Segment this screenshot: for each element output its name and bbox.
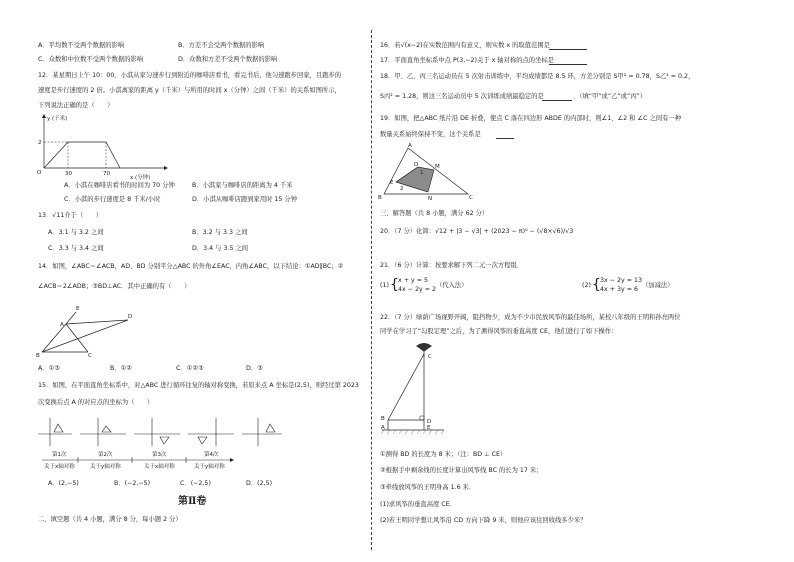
q19-answer-blank[interactable] — [496, 138, 514, 139]
q18-answer-blank[interactable] — [542, 100, 572, 101]
q15-frame-4 — [242, 418, 282, 446]
q19-line-2: 数量关系始终保持不变，这个关系是 — [380, 131, 481, 138]
q22-step-1: ①测得 BD 的长度为 8 米；（注：BD ⊥ CE） — [380, 451, 507, 458]
q19-label-d: D — [414, 162, 419, 168]
q12-option-d: D．小淇从咖啡店跑到家用时 15 分钟 — [192, 196, 298, 203]
q15-step-2-desc: 关于y轴对称 — [90, 464, 121, 470]
q22-step-3: ③牵线放风筝的王明身高 1.6 米． — [380, 484, 476, 491]
q15-step-2-label: 第2次 — [98, 452, 113, 458]
q16-answer-blank[interactable] — [549, 49, 587, 50]
q15-transform-strip — [38, 412, 284, 474]
section-2-heading: 二、填空题（共 4 小题，满分 8 分，每小题 2 分） — [38, 516, 182, 523]
q15-frame-0 — [38, 418, 72, 446]
q15-option-b: B．(−2,−5) — [114, 480, 151, 487]
q12-option-a: A．小淇在咖啡店看书的时间为 70 分钟 — [64, 182, 175, 189]
q12-line-1: 12．某星期日上午 10：00，小淇从家匀速步行到附近的咖啡店看书，看完书后，他匀速跑步回家，且跑步的 — [38, 72, 342, 79]
q22-label-b: B — [381, 416, 385, 422]
q21-eq1-b: 4x − 2y = 2 — [398, 286, 437, 293]
q21-stem: 21．（6 分）计算：按要求解下列二元一次方程组． — [380, 262, 524, 269]
q14-option-c: C．①②③ — [176, 365, 204, 372]
q15-option-c: C．(−2,5) — [180, 480, 211, 487]
q18-line-2: S丙² = 1.28，则这三名运动员中 5 次训练成绩最稳定的是 — [380, 93, 544, 100]
q20-text: 20．（7 分）化简：√12 + |3 − √3| + (2023 − π)⁰ − (√8×√6)/√3 — [380, 228, 574, 235]
q22-step-2: ②根据手中剩余线的长度计算出风筝线 BC 的长为 17 米； — [380, 467, 543, 474]
q15-step-4-label: 第4次 — [204, 452, 219, 458]
section-3-heading: 三、解答题（共 8 小题，满分 62 分） — [380, 210, 489, 217]
q18-line-2-suffix: ．（填“甲”或“乙”或“丙”） — [573, 93, 647, 100]
q14-label-c: C — [88, 353, 92, 359]
q22-line-1: 22．（7 分）绿荫广场视野开阔，阻挡物少，成为不少市民放风筝的最佳场所，某校八年级的王明和孙亮两位 — [380, 314, 681, 321]
q12-x-tick-70: 70 — [103, 171, 110, 177]
q15-step-4-desc: 关于y轴对称 — [194, 464, 225, 470]
q19-label-b: B — [378, 195, 382, 201]
ground-hatching — [381, 430, 444, 434]
q22-line-2: 同学在学习了“勾股定理”之后，为了测得风筝的垂直高度 CE，他们进行了如下操作： — [380, 328, 618, 335]
q12-y-axis-label: y (千米) — [47, 116, 68, 122]
q21-eq2-a: 3x − 2y = 13 — [600, 277, 643, 284]
q21-brace-2: { — [592, 277, 601, 293]
q11-option-a: A．平均数不受两个数据的影响 — [38, 42, 125, 49]
volume-title: 第Ⅱ卷 — [178, 496, 207, 507]
q15-step-3-label: 第3次 — [152, 452, 167, 458]
q22-part-1: (1)求风筝的垂直高度 CE． — [380, 501, 456, 508]
q17-answer-blank[interactable] — [549, 64, 587, 65]
q19-label-n: N — [428, 196, 433, 202]
q19-label-m: M — [435, 164, 440, 170]
q22-label-a: A — [381, 425, 385, 431]
q22-label-c: C — [428, 354, 432, 360]
q19-label-a: A — [408, 143, 412, 149]
q15-line-2: 次变换后点 A 的对应点的坐标为（ ） — [38, 399, 154, 406]
q22-kite-figure — [378, 338, 468, 438]
q14-label-e: E — [76, 306, 80, 312]
q15-line-1: 15．如图，在平面直角坐标系中，对△ABC 进行循环往复的轴对称变换，若原来点 A 坐标是(2,5)，则经过第 2023 — [38, 382, 359, 389]
q12-y-tick: 2 — [38, 140, 42, 146]
q13-option-d: D．3.4 与 3.5 之间 — [192, 245, 249, 252]
q21-brace-1: { — [390, 277, 399, 293]
q15-frame-1 — [80, 418, 126, 446]
q14-option-a: A．①③ — [38, 365, 60, 372]
q19-label-e: E — [390, 180, 394, 186]
q21-eq2-b: 4x + 3y = 6 — [600, 286, 639, 293]
q12-origin: O — [37, 170, 42, 176]
q18-line-1: 18．甲、乙、丙三名运动员在 5 次射击训练中，平均成绩都是 8.5 环，方差分别是 S甲² = 0.78，S乙² = 0.2， — [380, 73, 695, 80]
q15-option-a: A．(2,−5) — [48, 480, 79, 487]
q15-option-d: D．(2,5) — [246, 480, 273, 487]
q14-triangle-figure — [36, 296, 136, 358]
q13-option-b: B．3.2 与 3.3 之间 — [192, 229, 248, 236]
q22-label-d: D — [427, 419, 432, 425]
q12-option-b: B．小淇家与咖啡店的距离为 4 千米 — [192, 182, 293, 189]
q12-distance-time-graph — [34, 112, 174, 182]
q21-part-2-number: (2) — [582, 282, 591, 289]
q12-line-2: 速度是步行速度的 2 倍。小淇离家的距离 y（千米）与所用的时间 x（分钟）之间（千米）的关系如图所示， — [38, 87, 341, 94]
q11-option-c: C．众数和中位数不受两个数据的影响 — [38, 56, 144, 63]
q21-part-1-number: (1) — [380, 282, 389, 289]
q13-option-a: A．3.1 与 3.2 之间 — [48, 229, 104, 236]
q12-x-axis-label: x (分钟) — [130, 175, 151, 181]
column-divider — [371, 30, 372, 550]
q14-option-b: B．①② — [110, 365, 132, 372]
q15-step-1-label: 第1次 — [52, 452, 67, 458]
q13-option-c: C．3.3 与 3.4 之间 — [48, 245, 104, 252]
q16-text: 16．若√(x−2)在实数范围内有意义，则实数 x 的取值范围是 — [380, 42, 550, 49]
q21-eq1-a: x + y = 5 — [398, 277, 429, 284]
q14-line-2: ∠ACB＝2∠ADB；③BD⊥AC．其中正确的有（ ） — [38, 283, 191, 290]
q19-angle-1: 1 — [420, 170, 424, 176]
q14-line-1: 14．如图，∠ABC＝∠ACB，AD、BD 分别平分△ABC 的外角∠EAC，内角∠ABC，以下结论：①AD∥BC；② — [38, 263, 344, 270]
q12-x-tick-30: 30 — [65, 171, 72, 177]
q12-line-3: 下列说法正确的是（ ） — [38, 102, 114, 109]
q13-stem: 13．√11介于（ ） — [38, 212, 103, 219]
q15-step-1-desc: 关于x轴对称 — [44, 464, 75, 470]
q15-step-3-desc: 关于x轴对称 — [144, 464, 175, 470]
q21-method-1: （代入法） — [436, 282, 468, 289]
q15-frame-3 — [188, 418, 234, 446]
q11-option-b: B．方差不会受两个数据的影响 — [178, 42, 265, 49]
q15-frame-2 — [134, 418, 180, 446]
q21-method-2: （加减法） — [642, 282, 674, 289]
q11-option-d: D．众数和方差不受两个数据的影响 — [178, 56, 278, 63]
q14-label-d: D — [128, 314, 133, 320]
q17-text: 17．平面直角坐标系中点 P(3,−2)关于 x 轴对称的点的坐标是 — [380, 57, 554, 64]
q14-option-d: D．③ — [246, 365, 263, 372]
q14-label-a: A — [60, 322, 64, 328]
q22-part-2: (2)若王明同学想让风筝沿 CD 方向下降 9 米，则他应该往回收线多少米？ — [380, 517, 587, 524]
q19-label-c: C — [469, 195, 473, 201]
q19-line-1: 19．如图，把△ABC 纸片沿 DE 折叠，使点 C 落在四边形 ABDE 的内部时，则∠1、∠2 和 ∠C 之间有一种 — [380, 115, 682, 122]
q12-option-c: C．小淇的步行速度是 8 千米/小时 — [64, 196, 161, 203]
q22-label-e: E — [427, 425, 431, 431]
q14-label-b: B — [36, 353, 40, 359]
q19-angle-2: 2 — [400, 186, 404, 192]
q19-fold-figure — [378, 142, 478, 202]
